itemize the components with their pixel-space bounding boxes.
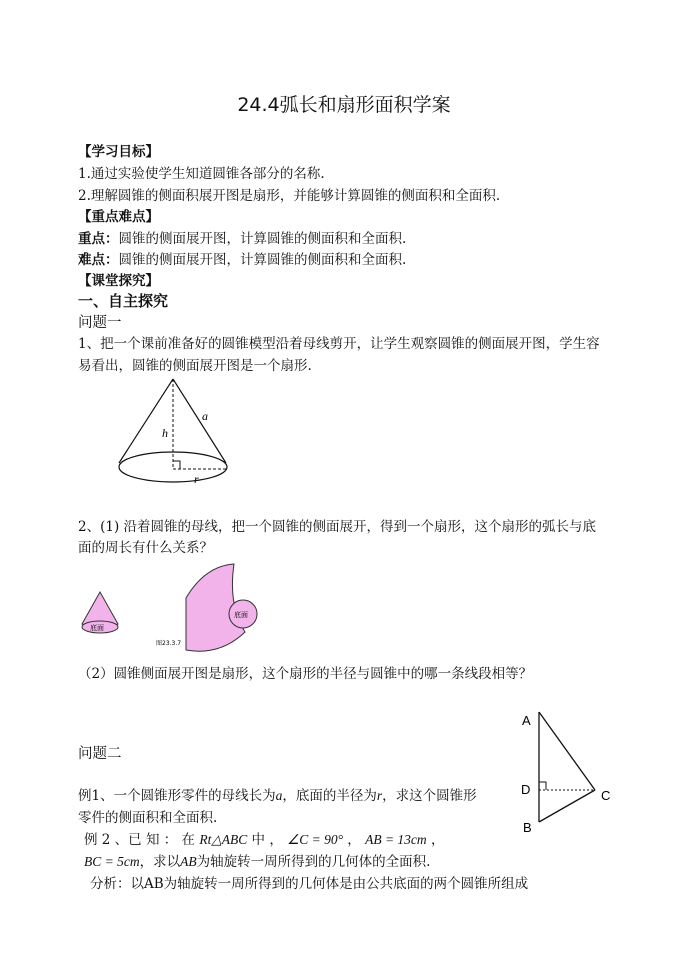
objective-2: 2.理解圆锥的侧面积展开图是扇形，并能够计算圆锥的侧面积和全面积. [78, 188, 501, 204]
ex2-triangle: Rt△ABC [199, 832, 248, 847]
objectives-header: 【学习目标】 [78, 144, 159, 160]
small-cone-figure [76, 588, 126, 638]
triangle-label-d: D [521, 782, 531, 797]
triangle-side-ac [539, 712, 595, 790]
triangle-right-angle-mark [539, 782, 546, 790]
ex2-bc: BC = 5cm [84, 854, 140, 869]
cone-left-slant [119, 379, 173, 463]
key-text: 圆锥的侧面展开图，计算圆锥的侧面积和全面积. [118, 231, 407, 247]
triangle-label-c: C [601, 788, 611, 803]
ex2-angle: ∠C = 90° [287, 832, 343, 847]
sector-base-label: 底面 [234, 611, 248, 619]
cone-label-a: a [202, 409, 208, 423]
part-one-heading: 一、自主探究 [78, 292, 169, 310]
cone-right-slant [173, 379, 226, 463]
problem-two-heading: 问题二 [78, 746, 122, 762]
sector-figure [150, 560, 270, 660]
ex2-end: ， [426, 832, 445, 848]
triangle-label-b: B [523, 820, 532, 835]
triangle-diagram [515, 708, 625, 838]
example-2-line-2 [84, 850, 430, 870]
key-points-header: 【重点难点】 [78, 209, 159, 225]
problem-two-q2: （2）圆锥侧面展开图是扇形，这个扇形的半径与圆锥中的哪一条线段相等？ [78, 666, 533, 682]
ex1-var-r: r [376, 788, 383, 803]
difficulty-line [78, 248, 406, 268]
example-1-line-1 [78, 784, 477, 804]
page-title: 24.4弧长和扇形面积学案 [237, 94, 451, 116]
ex2-ab-axis: AB [180, 854, 197, 869]
explore-header: 【课堂探究】 [78, 273, 159, 289]
ex2-line2-b: ，求以 [139, 854, 181, 870]
cone-label-h: h [162, 426, 168, 440]
ex2-mid: 中 ， [247, 832, 288, 848]
triangle-side-bc [539, 790, 595, 822]
ex2-sep: ， [342, 832, 366, 848]
ex2-line2-c: 为轴旋转一周所得到的几何体的全面积. [196, 854, 431, 870]
difficulty-text: 圆锥的侧面展开图，计算圆锥的侧面积和全面积. [118, 252, 407, 268]
ex1-text-b: ，底面的半径为 [282, 788, 377, 804]
ex1-text-c: ，求这个圆锥形 [382, 788, 477, 804]
triangle-label-a: A [522, 713, 531, 728]
ex2-ab: AB = 13cm [365, 832, 427, 847]
problem-two-line-1: 2、(1) 沿着圆锥的母线，把一个圆锥的侧面展开，得到一个扇形，这个扇形的弧长与底 [78, 519, 597, 535]
ex2-prefix: 例 2 、已 知 ： 在 [84, 832, 200, 848]
key-label: 重点： [78, 231, 119, 247]
cone-diagram [110, 375, 240, 495]
problem-one-line-1: 1、把一个课前准备好的圆锥模型沿着母线剪开，让学生观察圆锥的侧面展开图，学生容 [78, 336, 600, 352]
objective-1: 1.通过实验使学生知道圆锥各部分的名称. [78, 166, 325, 182]
problem-one-line-2: 易看出，圆锥的侧面展开图是一个扇形. [78, 358, 312, 374]
cone-right-angle-mark [173, 461, 180, 469]
figure-caption: 图23.3.7 [156, 640, 182, 647]
example-1-line-2: 零件的侧面积和全面积. [78, 810, 218, 826]
problem-one-heading: 问题一 [78, 315, 122, 331]
example-2-line-1 [84, 828, 444, 848]
analysis-line: 分析：以AB为轴旋转一周所得到的几何体是由公共底面的两个圆锥所组成 [90, 876, 529, 892]
difficulty-label: 难点： [78, 252, 119, 268]
ex1-var-a: a [275, 788, 283, 803]
cone-label-r: r [194, 472, 199, 486]
key-point-line [78, 227, 406, 247]
problem-two-line-2: 面的周长有什么关系？ [78, 540, 213, 556]
ex1-text-a: 例1、一个圆锥形零件的母线长为 [78, 788, 276, 804]
small-cone-base-label: 底面 [90, 624, 104, 632]
